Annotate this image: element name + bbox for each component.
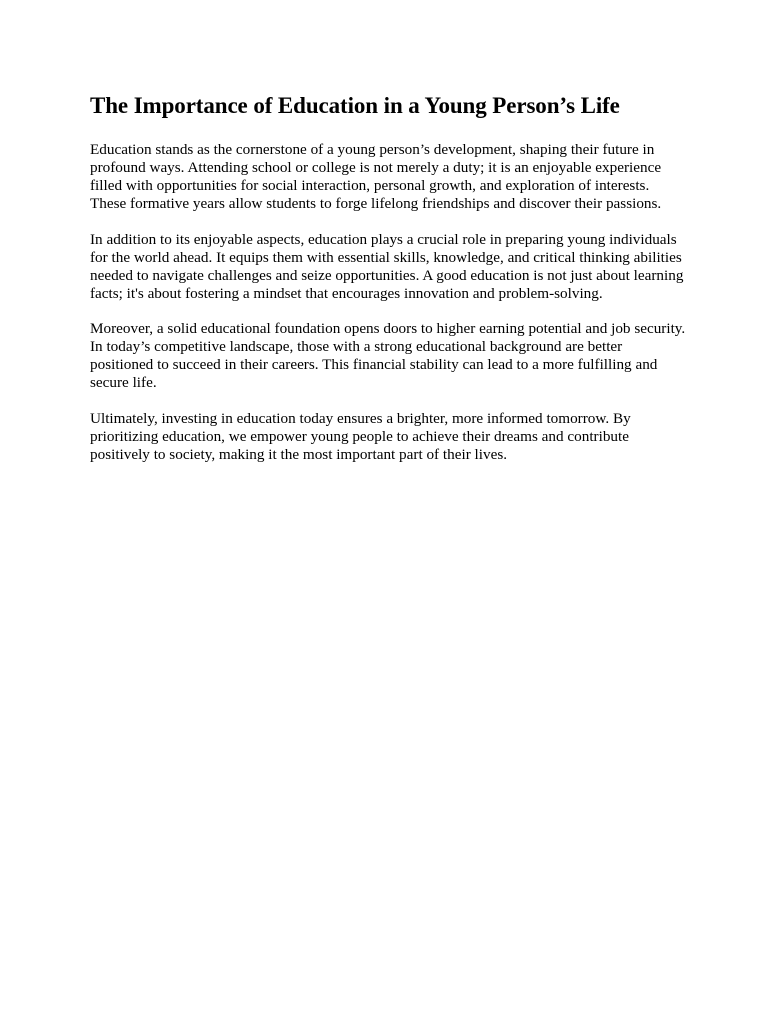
paragraph-2: In addition to its enjoyable aspects, education plays a crucial role in preparing young individuals for the world ahead. It equips them with essential skills, knowledge, and critical thinking abilities needed to navigate challenges and seize opportunities. A good education is not just about learning facts; it's about fostering a mindset that encourages innovation and problem-solving. [90,230,684,302]
paragraph-1: Education stands as the cornerstone of a young person’s development, shaping their future in profound ways. Attending school or college is not merely a duty; it is an enjoyable experience filled with opportunities for social interaction, personal growth, and exploration of interests. These formative years allow students to forge lifelong friendships and discover their passions. [90,141,662,212]
paragraph-3: Moreover, a solid educational foundation opens doors to higher earning potential and job security. In today’s competitive landscape, those with a strong educational background are better positioned to succeed in their careers. This financial stability can lead to a more fulfilling and secure life. [90,320,686,391]
document-title: The Importance of Education in a Young Person’s Life [90,93,620,118]
document-page [90,91,686,481]
paragraph-4: Ultimately, investing in education today ensures a brighter, more informed tomorrow. By prioritizing education, we empower young people to achieve their dreams and contribute positively to society, making it the most important part of their lives. [90,409,631,463]
